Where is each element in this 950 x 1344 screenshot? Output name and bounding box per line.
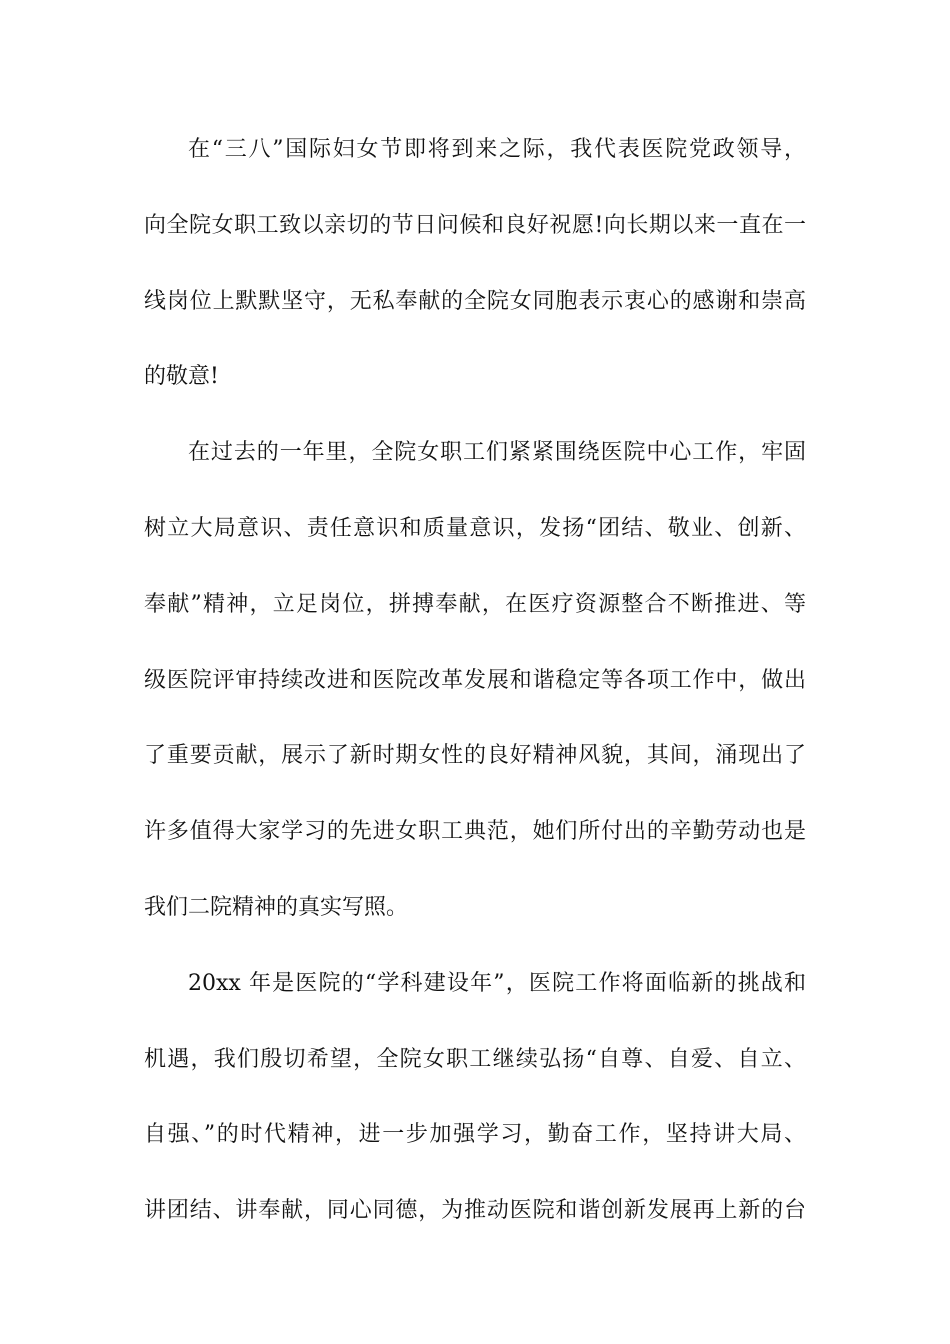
paragraph-3-line-1: 20xx 年是医院的“学科建设年”，医院工作将面临新的挑战和 <box>188 970 806 996</box>
paragraph-3-line-2: 机遇，我们殷切希望，全院女职工继续弘扬“自尊、自爱、自立、 <box>144 1046 806 1072</box>
paragraph-3-line-3: 自强、”的时代精神，进一步加强学习，勤奋工作，坚持讲大局、 <box>144 1122 806 1148</box>
paragraph-2-line-5: 了重要贡献，展示了新时期女性的良好精神风貌，其间，涌现出了 <box>144 743 806 769</box>
paragraph-2-line-6: 许多值得大家学习的先进女职工典范，她们所付出的辛勤劳动也是 <box>144 819 806 845</box>
paragraph-1-line-2: 向全院女职工致以亲切的节日问候和良好祝愿!向长期以来一直在一 <box>144 212 806 238</box>
paragraph-2-line-1: 在过去的一年里，全院女职工们紧紧围绕医院中心工作，牢固 <box>188 440 806 466</box>
paragraph-3-line-4: 讲团结、讲奉献，同心同德，为推动医院和谐创新发展再上新的台 <box>144 1198 806 1224</box>
paragraph-2-line-2: 树立大局意识、责任意识和质量意识，发扬“团结、敬业、创新、 <box>144 515 806 541</box>
body-text <box>144 128 806 1265</box>
paragraph-1-line-1: 在“三八”国际妇女节即将到来之际，我代表医院党政领导， <box>188 137 806 162</box>
paragraph-2-line-4: 级医院评审持续改进和医院改革发展和谐稳定等各项工作中，做出 <box>144 667 806 693</box>
paragraph-2-line-7: 我们二院精神的真实写照。 <box>144 894 409 920</box>
paragraph-1-line-4: 的敬意! <box>144 364 219 390</box>
paragraph-2-line-3: 奉献”精神，立足岗位，拼搏奉献，在医疗资源整合不断推进、等 <box>144 591 806 617</box>
paragraph-1-line-3: 线岗位上默默坚守，无私奉献的全院女同胞表示衷心的感谢和崇高 <box>144 288 806 314</box>
